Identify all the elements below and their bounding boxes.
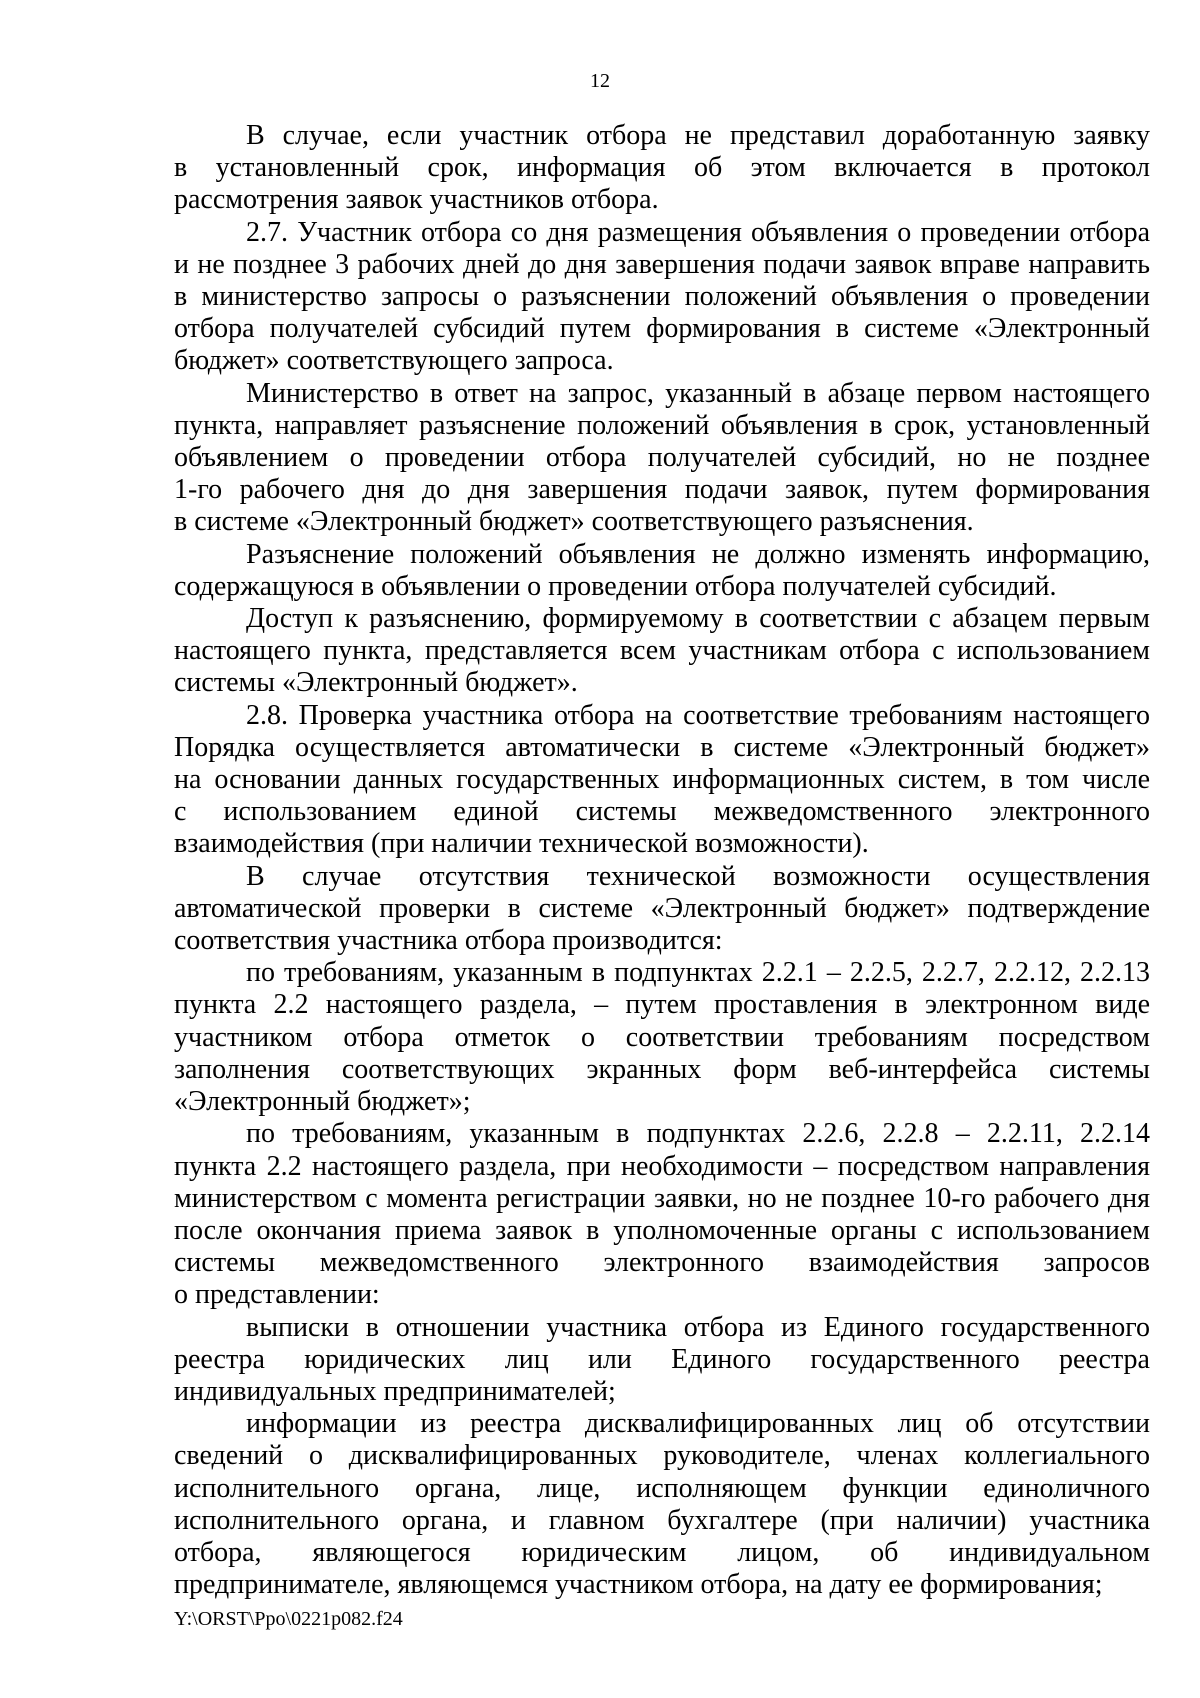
text-line: В случае отсутствия технической возможности осуществления bbox=[246, 860, 1150, 892]
text-line: системы «Электронный бюджет». bbox=[174, 667, 578, 699]
text-line: информации из реестра дисквалифицированных лиц об отсутствии bbox=[246, 1408, 1150, 1440]
text-line: по требованиям, указанным в подпунктах 2.2.1 – 2.2.5, 2.2.7, 2.2.12, 2.2.13 bbox=[246, 957, 1150, 989]
text-line: исполнительного органа, и главном бухгалтере (при наличии) участника bbox=[174, 1504, 1150, 1536]
text-line: содержащуюся в объявлении о проведении отбора получателей субсидий. bbox=[174, 570, 1057, 602]
text-line: системы межведомственного электронного взаимодействия запросов bbox=[174, 1247, 1150, 1279]
text-line: после окончания приема заявок в уполномоченные органы с использованием bbox=[174, 1214, 1150, 1246]
text-line: реестра юридических лиц или Единого государственного реестра bbox=[174, 1343, 1150, 1375]
text-line: автоматической проверки в системе «Электронный бюджет» подтверждение bbox=[174, 892, 1150, 924]
text-line: 2.8. Проверка участника отбора на соответствие требованиям настоящего bbox=[246, 699, 1150, 731]
text-line: о представлении: bbox=[174, 1279, 380, 1311]
text-line: рассмотрения заявок участников отбора. bbox=[174, 184, 659, 216]
text-line: Доступ к разъяснению, формируемому в соответствии с абзацем первым bbox=[246, 603, 1150, 635]
text-line: в системе «Электронный бюджет» соответствующего разъяснения. bbox=[174, 506, 974, 538]
text-line: исполнительного органа, лице, исполняющем функции единоличного bbox=[174, 1472, 1150, 1504]
footer-file-path: Y:\ORST\Ppo\0221p082.f24 bbox=[174, 1608, 403, 1630]
paragraph bbox=[174, 603, 1150, 700]
paragraph bbox=[174, 120, 1150, 217]
text-line: сведений о дисквалифицированных руководителе, членах коллегиального bbox=[174, 1440, 1150, 1472]
text-line: по требованиям, указанным в подпунктах 2.2.6, 2.2.8 – 2.2.11, 2.2.14 bbox=[246, 1118, 1150, 1150]
text-line: бюджет» соответствующего запроса. bbox=[174, 345, 614, 377]
paragraph bbox=[174, 861, 1150, 958]
text-line: участником отбора отметок о соответствии требованиям посредством bbox=[174, 1021, 1150, 1053]
paragraph bbox=[174, 539, 1150, 603]
text-line: соответствия участника отбора производится: bbox=[174, 925, 723, 957]
text-line: В случае, если участник отбора не представил доработанную заявку bbox=[246, 120, 1150, 151]
text-line: отбора, являющегося юридическим лицом, об индивидуальном bbox=[174, 1536, 1150, 1568]
paragraph bbox=[174, 957, 1150, 1118]
document-body bbox=[174, 120, 1150, 1601]
text-line: настоящего пункта, представляется всем участникам отбора с использованием bbox=[174, 635, 1150, 667]
text-line: Разъяснение положений объявления не должно изменять информацию, bbox=[246, 538, 1150, 570]
paragraph bbox=[174, 1118, 1150, 1311]
text-line: пункта 2.2 настоящего раздела, при необходимости – посредством направления bbox=[174, 1150, 1150, 1182]
text-line: Порядка осуществляется автоматически в системе «Электронный бюджет» bbox=[174, 731, 1150, 763]
text-line: объявлением о проведении отбора получателей субсидий, но не позднее bbox=[174, 442, 1150, 474]
text-line: Министерство в ответ на запрос, указанный в абзаце первом настоящего bbox=[246, 377, 1150, 409]
text-line: министерством с момента регистрации заявки, но не позднее 10-го рабочего дня bbox=[174, 1182, 1150, 1214]
paragraph bbox=[174, 1408, 1150, 1601]
paragraph bbox=[174, 1312, 1150, 1409]
paragraph bbox=[174, 700, 1150, 861]
text-line: пункта 2.2 настоящего раздела, – путем проставления в электронном виде bbox=[174, 989, 1150, 1021]
text-line: в установленный срок, информация об этом включается в протокол bbox=[174, 152, 1150, 184]
text-line: «Электронный бюджет»; bbox=[174, 1086, 471, 1118]
text-line: взаимодействия (при наличии технической возможности). bbox=[174, 828, 869, 860]
text-line: предпринимателе, являющемся участником отбора, на дату ее формирования; bbox=[174, 1569, 1103, 1601]
text-line: в министерство запросы о разъяснении положений объявления о проведении bbox=[174, 281, 1150, 313]
text-line: индивидуальных предпринимателей; bbox=[174, 1375, 616, 1407]
text-line: 2.7. Участник отбора со дня размещения объявления о проведении отбора bbox=[246, 216, 1150, 248]
text-line: с использованием единой системы межведомственного электронного bbox=[174, 796, 1150, 828]
text-line: отбора получателей субсидий путем формирования в системе «Электронный bbox=[174, 313, 1150, 345]
text-line: и не позднее 3 рабочих дней до дня завершения подачи заявок вправе направить bbox=[174, 248, 1150, 280]
text-line: заполнения соответствующих экранных форм веб-интерфейса системы bbox=[174, 1053, 1150, 1085]
text-line: пункта, направляет разъяснение положений объявления в срок, установленный bbox=[174, 409, 1150, 441]
text-line: на основании данных государственных информационных систем, в том числе bbox=[174, 764, 1150, 796]
paragraph bbox=[174, 378, 1150, 539]
text-line: 1-го рабочего дня до дня завершения подачи заявок, путем формирования bbox=[174, 474, 1150, 506]
text-line: выписки в отношении участника отбора из Единого государственного bbox=[246, 1311, 1150, 1343]
page-number: 12 bbox=[590, 70, 610, 92]
paragraph bbox=[174, 217, 1150, 378]
